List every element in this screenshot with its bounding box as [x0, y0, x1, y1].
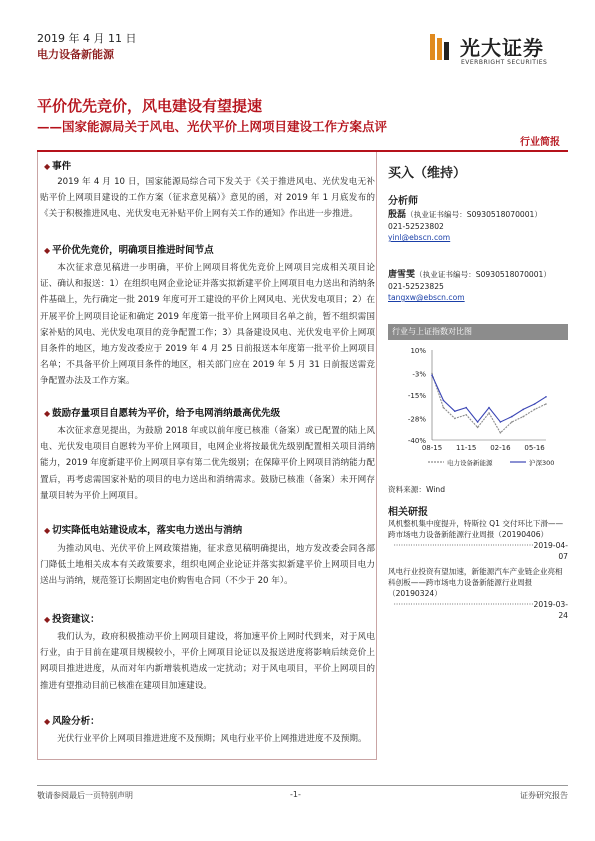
series-point-1 [500, 421, 502, 423]
y-tick-label: -15% [407, 392, 426, 400]
x-tick-label: 05-16 [524, 444, 545, 452]
series-point-1 [465, 407, 467, 409]
series-point-0 [500, 432, 502, 434]
related-report-title[interactable]: 风机整机集中度提升，特斯拉 Q1 交付环比下滑——跨市场电力设备新能源行业周报（20190406） [388, 519, 564, 539]
report-date: 2019 年 4 月 11 日 [37, 32, 137, 45]
series-point-1 [477, 421, 479, 423]
diamond-bullet-icon: ◆ [44, 162, 51, 171]
section-paragraph: 本次征求意见提出，为鼓励 2018 年或以前年度已核准（备案）或已配置的陆上风电、光伏发电项目自愿转为平价上网项目，电网企业将按最优先级别配置相关项目消纳能力，2019 年度新建平价上网项目享有第二优先级别；在保障平价上网项目消纳能力配置后，再考虑需国家补贴的项目的电力送出和消纳需求。鼓励已核准（备案）未开网存量项目转为平价上网项目。 [40, 426, 375, 501]
section-heading-event: ◆ 事件 [44, 161, 72, 172]
report-subtitle: ——国家能源局关于风电、光伏平价上网项目建设工作方案点评 [37, 119, 388, 134]
report-sector: 电力设备新能源 [37, 48, 114, 61]
series-point-0 [522, 416, 524, 418]
series-point-0 [534, 409, 536, 411]
section-paragraph: 本次征求意见稿进一步明确，平价上网项目将优先竞价上网项目完成相关项目论证、确认和报送：1）在组织电网企业论证并落实拟新建平价上网项目电力送出和消纳条件基础上，先行确定一批 2019 年度可开工建设的平价上网风电、光伏发电项目；2）在开展平价上网项目论证和确定 2019 年度第一批平价上网项目名单之前，暂不组织需国家补贴的风电、光伏发电项目的竞争配置工作；3）具备建设风电、光伏发电平价上网项目条件的地区，地方发改委应于 2019 年 4 月 25 日前报送本年度第一批平价上网项目名单；不具备平价上网项目条件的地区，相关部门应在 2019 年 5 月 31 日前报送需竞争配置办法及工作方案。 [40, 263, 375, 387]
section-paragraph: 光伏行业平价上网项目推进进度不及预期；风电行业平价上网推进进度不及预期。 [57, 734, 367, 744]
footer-report-label: 证券研究报告 [520, 791, 568, 800]
x-tick-label: 02-16 [490, 444, 511, 452]
y-tick-label: -3% [412, 370, 426, 379]
series-point-0 [443, 407, 445, 409]
section-heading-risk: ◆ 风险分析： [44, 716, 100, 727]
related-report-date: 2019-03-24 [533, 600, 568, 620]
series-point-0 [431, 373, 433, 375]
diamond-bullet-icon: ◆ [44, 409, 51, 418]
diamond-bullet-icon: ◆ [44, 526, 51, 535]
related-reports-heading: 相关研报 [388, 507, 428, 518]
footer-divider [37, 785, 568, 786]
analyst-phone: 021-52523802 [388, 222, 444, 231]
analyst-entry [388, 269, 551, 303]
series-point-0 [511, 421, 513, 423]
series-point-1 [545, 396, 547, 398]
logo-english-text: EVERBRIGHT SECURITIES [461, 59, 548, 66]
related-report-date: 2019-04-07 [533, 541, 568, 561]
leader-dots: ·························································· [393, 541, 534, 550]
series-point-0 [545, 403, 547, 405]
series-point-1 [454, 410, 456, 412]
series-point-0 [488, 412, 490, 414]
series-point-1 [443, 400, 445, 402]
legend-label: 电力设备新能源 [447, 459, 493, 467]
diamond-bullet-icon: ◆ [44, 615, 51, 624]
analyst-name: 唐雪雯 [388, 270, 416, 280]
series-point-1 [431, 374, 433, 376]
series-point-0 [477, 427, 479, 429]
company-logo [428, 30, 568, 72]
y-tick-label: -28% [407, 415, 426, 424]
analyst-cert: （执业证书编号：S0930518070001） [406, 210, 542, 219]
leader-dots: ·························································· [393, 600, 534, 609]
page-number: -1- [290, 790, 301, 799]
logo-chinese-text: 光大证券 [460, 36, 544, 60]
related-report-title[interactable]: 风电行业投资有望加速，新能源汽车产业链企业亮相科创板——跨市场电力设备新能源行业周报（20190324） [388, 567, 563, 598]
series-point-0 [465, 414, 467, 416]
section-heading-parity-bidding: ◆ 平价优先竞价，明确项目推进时间节点 [44, 245, 214, 256]
section-heading-cost-reduction: ◆ 切实降低电站建设成本，落实电力送出与消纳 [44, 525, 243, 536]
related-report-item[interactable] [388, 533, 568, 621]
y-tick-label: 10% [410, 347, 426, 355]
analyst-name: 殷磊 [388, 210, 407, 220]
chart-svg [388, 342, 568, 482]
diamond-bullet-icon: ◆ [44, 717, 51, 726]
chart-heading: 行业与上证指数对比图 [388, 324, 568, 340]
series-point-1 [511, 416, 513, 418]
analyst-email-link[interactable]: tangxw@ebscn.com [388, 293, 465, 302]
stock-rating: 买入（维持） [388, 166, 467, 181]
analyst-email-link[interactable]: yinl@ebscn.com [388, 233, 451, 242]
logo-mark-icon [428, 32, 454, 62]
series-point-0 [454, 418, 456, 420]
section-paragraph: 我们认为，政府积极推动平价上网项目建设，将加速平价上网时代到来，对于风电行业，由于目前在建项目规模较小，平价上网项目论证以及报送进度将影响后续竞价上网项目推进进度，从而对年内新增装机造成一定扰动；对于风电项目，平价上网项目的推进有望推动目前已核准在建项目加速建设。 [40, 632, 375, 691]
section-paragraph: 2019 年 4 月 10 日，国家能源局综合司下发关于《关于推进风电、光伏发电无补贴平价上网项目建设的工作方案（征求意见稿）》意见的函，对 2019 年 1 月底发布的《关于积极推进风电、光伏发电无补贴平价上网有关工作的通知》作出进一步推进。 [40, 177, 375, 220]
analysts-heading: 分析师 [388, 196, 418, 207]
footer-disclaimer: 敬请参阅最后一页特别声明 [37, 791, 133, 800]
legend-label: 沪深300 [529, 459, 555, 467]
series-point-1 [488, 407, 490, 409]
analyst-entry [388, 209, 542, 243]
x-tick-label: 08-15 [421, 444, 443, 452]
analyst-cert: （执业证书编号：S0930518070001） [415, 270, 551, 279]
index-comparison-chart [388, 324, 568, 482]
diamond-bullet-icon: ◆ [44, 246, 51, 255]
series-line-0 [432, 373, 546, 432]
chart-source: 资料来源：Wind [388, 485, 446, 494]
section-heading-stock-projects: ◆ 鼓励存量项目自愿转为平价，给予电网消纳最高优先级 [44, 408, 281, 419]
series-line-1 [432, 375, 546, 422]
series-point-1 [522, 409, 524, 411]
report-type: 行业简报 [520, 137, 560, 148]
section-paragraph: 为推动风电、光伏平价上网政策措施，征求意见稿明确提出，地方发改委会同各部门降低土地相关成本有关政策要求，组织电网企业论证并落实拟新建平价上网项目电力送出与消纳，规范签订长期固定电价购售电合同（不少于 20 年）。 [40, 544, 375, 587]
report-title: 平价优先竞价，风电建设有望提速 [37, 97, 263, 115]
analyst-phone: 021-52523825 [388, 282, 444, 291]
section-heading-investment: ◆ 投资建议： [44, 614, 100, 625]
x-tick-label: 11-15 [456, 444, 477, 452]
series-point-1 [534, 403, 536, 405]
y-tick-label: -40% [407, 437, 426, 445]
